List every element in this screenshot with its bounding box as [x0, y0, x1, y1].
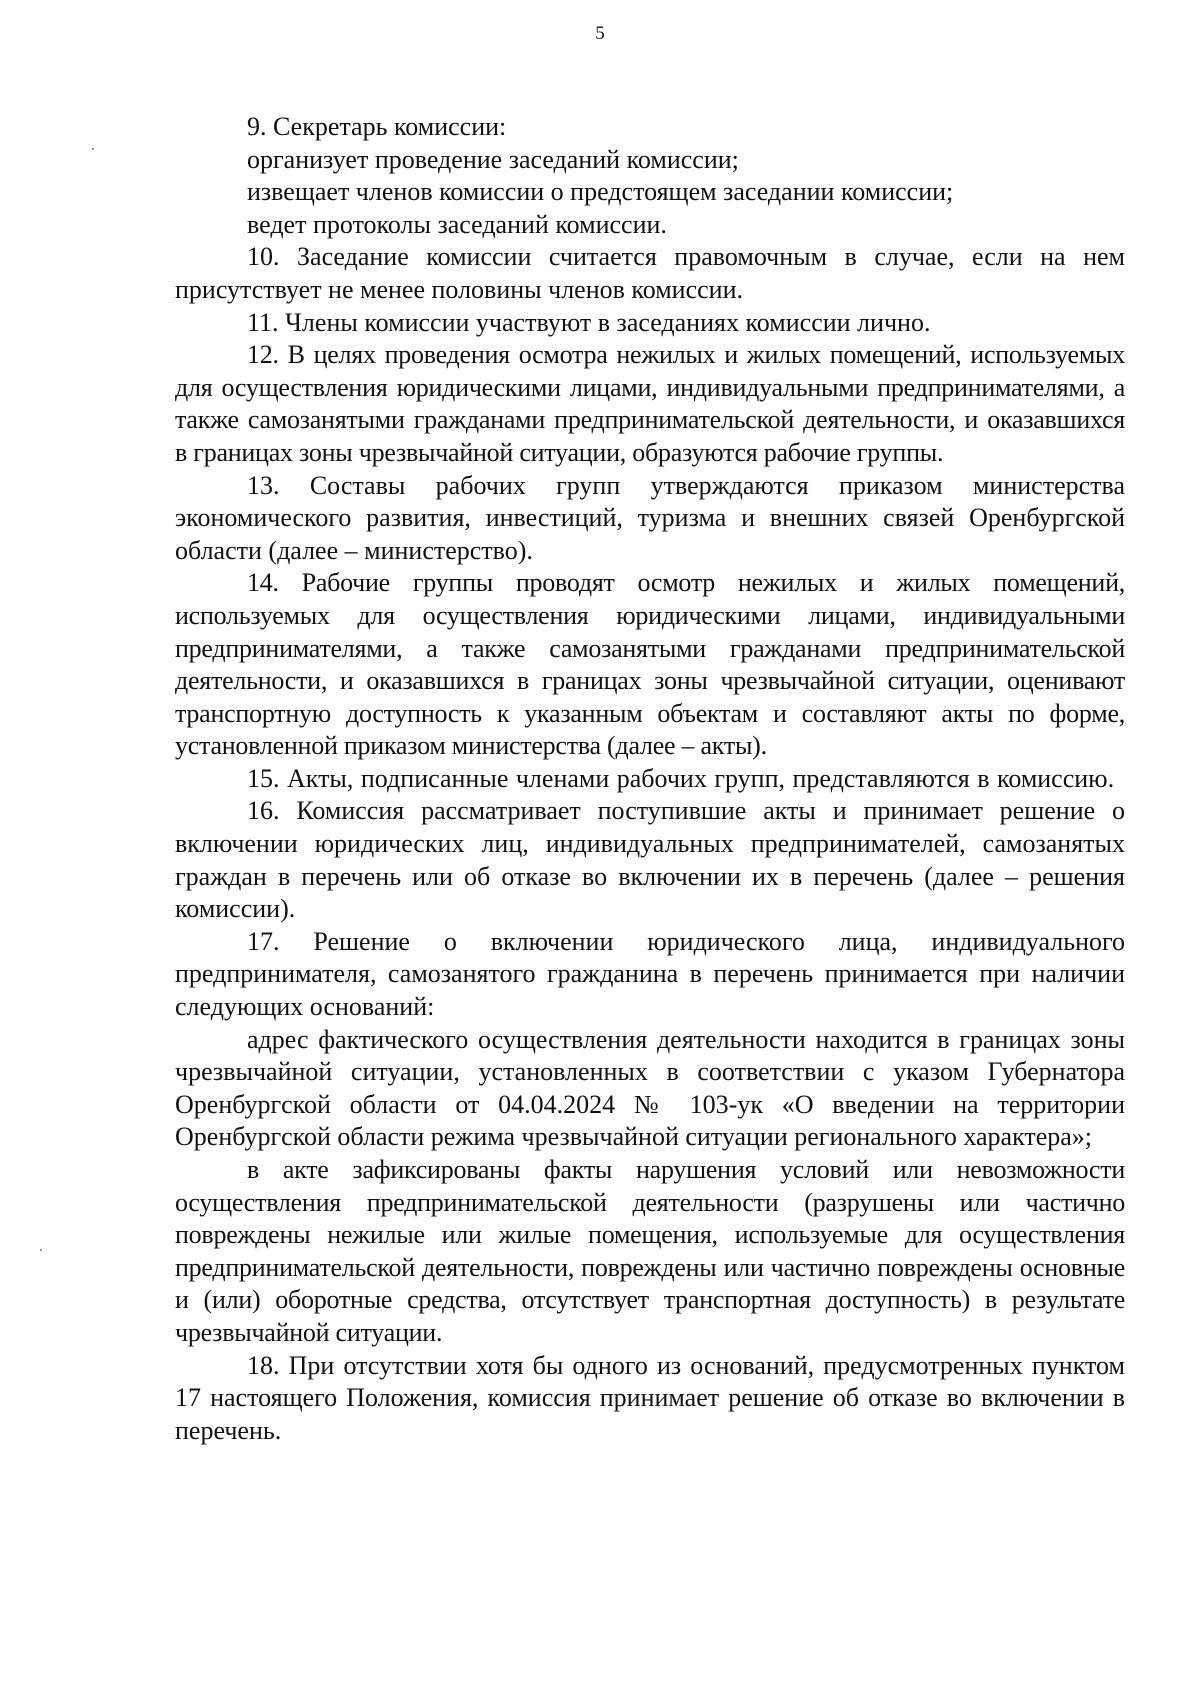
scan-speck: [92, 148, 94, 150]
paragraph-16: 16. Комиссия рассматривает поступившие акты и принимает решение о включении юридических лиц, индивидуальных предпринимателей, самозанятых граждан в перечень или об отказе во включении их в перечень (далее – решения комиссии).: [175, 796, 1125, 924]
scan-speck: [40, 1249, 42, 1251]
paragraph-9-item-3: ведет протоколы заседаний комиссии.: [247, 209, 667, 239]
paragraph-18: 18. При отсутствии хотя бы одного из оснований, предусмотренных пунктом 17 настоящего Положения, комиссия принимает решение об отказе во включении в перечень.: [175, 1350, 1125, 1445]
paragraph-13: 13. Составы рабочих групп утверждаются приказом министерства экономического развития, инвестиций, туризма и внешних связей Оренбургской области (далее – министерство).: [175, 470, 1125, 565]
document-body: [175, 111, 1125, 1447]
paragraph-17-basis-2: в акте зафиксированы факты нарушения условий или невозможности осуществления предпринимательской деятельности (разрушены или частично повреждены нежилые или жилые помещения, используемые для осуществления предпринимательской деятельности, повреждены или частично повреждены основные и (или) оборотные средства, отсутствует транспортная доступность) в результате чрезвычайной ситуации.: [175, 1155, 1125, 1347]
paragraph-12: 12. В целях проведения осмотра нежилых и жилых помещений, используемых для осуществления юридическими лицами, индивидуальными предпринимателями, а также самозанятыми гражданами предпринимательской деятельности, и оказавшихся в границах зоны чрезвычайной ситуации, образуются рабочие группы.: [175, 340, 1125, 467]
page-number: 5: [595, 23, 605, 44]
paragraph-10: 10. Заседание комиссии считается правомочным в случае, если на нем присутствует не менее половины членов комиссии.: [175, 242, 1125, 304]
paragraph-9-item-1: организует проведение заседаний комиссии;: [247, 144, 739, 174]
paragraph-17: 17. Решение о включении юридического лица, индивидуального предпринимателя, самозанятого гражданина в перечень принимается при наличии следующих оснований:: [175, 926, 1125, 1022]
paragraph-15: 15. Акты, подписанные членами рабочих групп, представляются в комиссию.: [247, 763, 1115, 793]
paragraph-17-basis-1: адрес фактического осуществления деятельности находится в границах зоны чрезвычайной ситуации, установленных в соответствии с указом Губернатора Оренбургской области от 04.04.2024 № 103-ук «О введении на территории Оренбургской области режима чрезвычайной ситуации регионального характера»;: [175, 1024, 1125, 1152]
paragraph-9-item-2: извещает членов комиссии о предстоящем заседании комиссии;: [247, 177, 954, 207]
paragraph-14: 14. Рабочие группы проводят осмотр нежилых и жилых помещений, используемых для осуществления юридическими лицами, индивидуальными предпринимателями, а также самозанятыми гражданами предпринимательской деятельности, и оказавшихся в границах зоны чрезвычайной ситуации, оценивают транспортную доступность к указанным объектам и составляют акты по форме, установленной приказом министерства (далее – акты).: [175, 568, 1125, 761]
paragraph-11: 11. Члены комиссии участвуют в заседаниях комиссии лично.: [247, 307, 931, 337]
paragraph-9-heading: 9. Секретарь комиссии:: [247, 112, 507, 141]
